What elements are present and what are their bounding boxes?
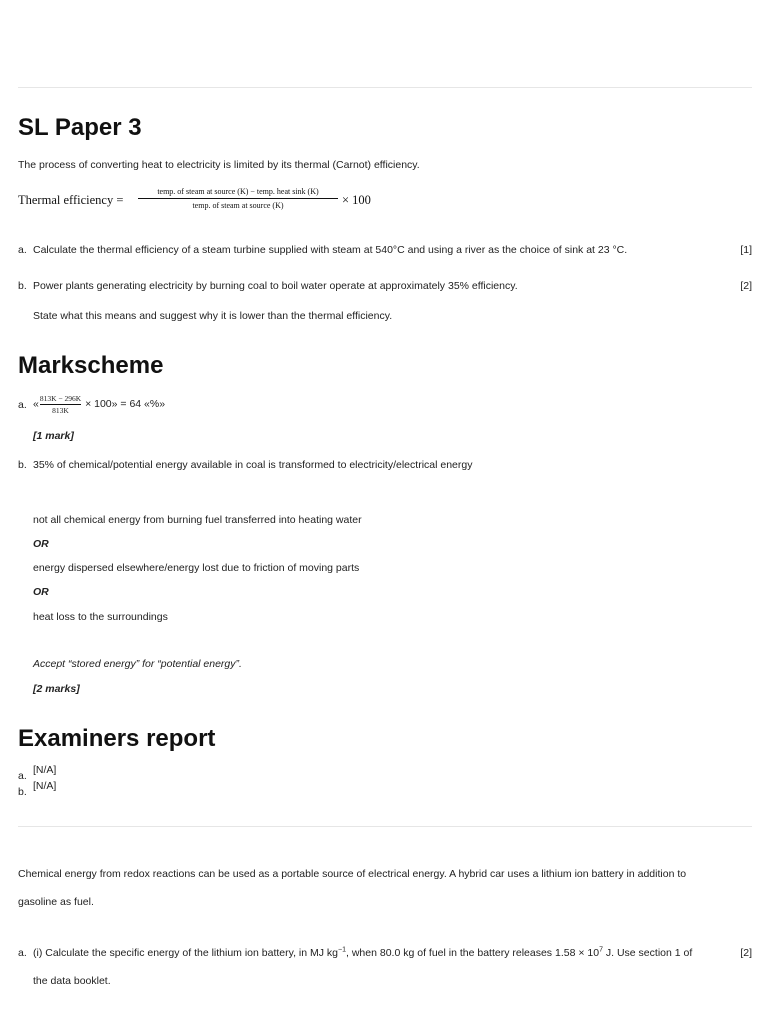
section2-question-letter: a. — [18, 947, 27, 959]
section2-q-part3: J. Use section 1 of — [602, 947, 693, 959]
section2-question-line2: the data booklet. — [33, 975, 111, 987]
markscheme-b-line2: not all chemical energy from burning fuel transferred into heating water — [33, 514, 362, 526]
markscheme-b-line4: heat loss to the surroundings — [33, 611, 168, 623]
section2-q-sup2: 7 — [599, 946, 603, 954]
document-page — [18, 0, 752, 1024]
section2-intro-line1: Chemical energy from redox reactions can be used as a portable source of electrical energy. A hybrid car uses a lithium ion battery in addition to — [18, 868, 687, 880]
markscheme-b-line3: energy dispersed elsewhere/energy lost due to friction of moving parts — [33, 562, 360, 574]
formula-lhs: Thermal efficiency = — [18, 193, 124, 207]
markscheme-a-denominator: 813K — [52, 405, 69, 415]
examiners-b-text: [N/A] — [33, 780, 57, 792]
intro-text: The process of converting heat to electricity is limited by its thermal (Carnot) efficiency. — [18, 159, 420, 171]
formula-rhs: × 100 — [342, 193, 371, 207]
question-a-marks: [1] — [740, 244, 752, 256]
question-b-text-2: State what this means and suggest why it is lower than the thermal efficiency. — [33, 310, 393, 322]
section-divider — [18, 826, 752, 827]
fraction-bar — [138, 198, 338, 199]
markscheme-a-answer — [33, 391, 165, 417]
examiners-a-text: [N/A] — [33, 764, 57, 776]
markscheme-b-marks: [2 marks] — [33, 683, 80, 695]
section2-intro-line2: gasoline as fuel. — [18, 896, 94, 908]
question-a-letter: a. — [18, 244, 27, 256]
question-b-letter: b. — [18, 280, 27, 292]
markscheme-b-or2: OR — [33, 586, 49, 598]
examiners-b-letter: b. — [18, 786, 27, 798]
section2-question-marks: [2] — [740, 947, 752, 959]
markscheme-heading: Markscheme — [18, 352, 164, 379]
formula-numerator: temp. of steam at source (K) − temp. heat sink (K) — [157, 187, 319, 196]
examiners-report-heading: Examiners report — [18, 725, 216, 752]
markscheme-a-rest: × 100» = 64 «%» — [85, 398, 166, 410]
markscheme-a-marks: [1 mark] — [33, 430, 74, 442]
examiners-a-letter: a. — [18, 770, 27, 782]
markscheme-b-line1: 35% of chemical/potential energy available in coal is transformed to electricity/electrical energy — [33, 459, 473, 471]
question-b-text: Power plants generating electricity by burning coal to boil water operate at approximately 35% efficiency. — [33, 280, 518, 292]
markscheme-a-fraction — [40, 394, 81, 415]
open-guillemet: « — [33, 398, 39, 410]
section2-q-part2: , when 80.0 kg of fuel in the battery releases 1.58 × 10 — [346, 947, 600, 959]
formula-fraction — [138, 186, 338, 211]
page-title: SL Paper 3 — [18, 114, 142, 141]
question-b-marks: [2] — [740, 280, 752, 292]
markscheme-a-letter: a. — [18, 399, 27, 411]
section2-question-text — [33, 946, 692, 960]
markscheme-b-letter: b. — [18, 459, 27, 471]
markscheme-a-numerator: 813K − 296K — [39, 393, 82, 403]
markscheme-b-accept: Accept “stored energy” for “potential energy”. — [33, 658, 242, 670]
section2-q-sup1: −1 — [338, 946, 347, 954]
question-a-text: Calculate the thermal efficiency of a steam turbine supplied with steam at 540°C and using a river as the choice of sink at 23 °C. — [33, 244, 628, 256]
formula-denominator: temp. of steam at source (K) — [192, 201, 284, 210]
markscheme-a-bar — [40, 404, 81, 405]
top-divider — [18, 87, 752, 88]
markscheme-b-or1: OR — [33, 538, 49, 550]
section2-q-part1: (i) Calculate the specific energy of the lithium ion battery, in MJ kg — [33, 947, 339, 959]
